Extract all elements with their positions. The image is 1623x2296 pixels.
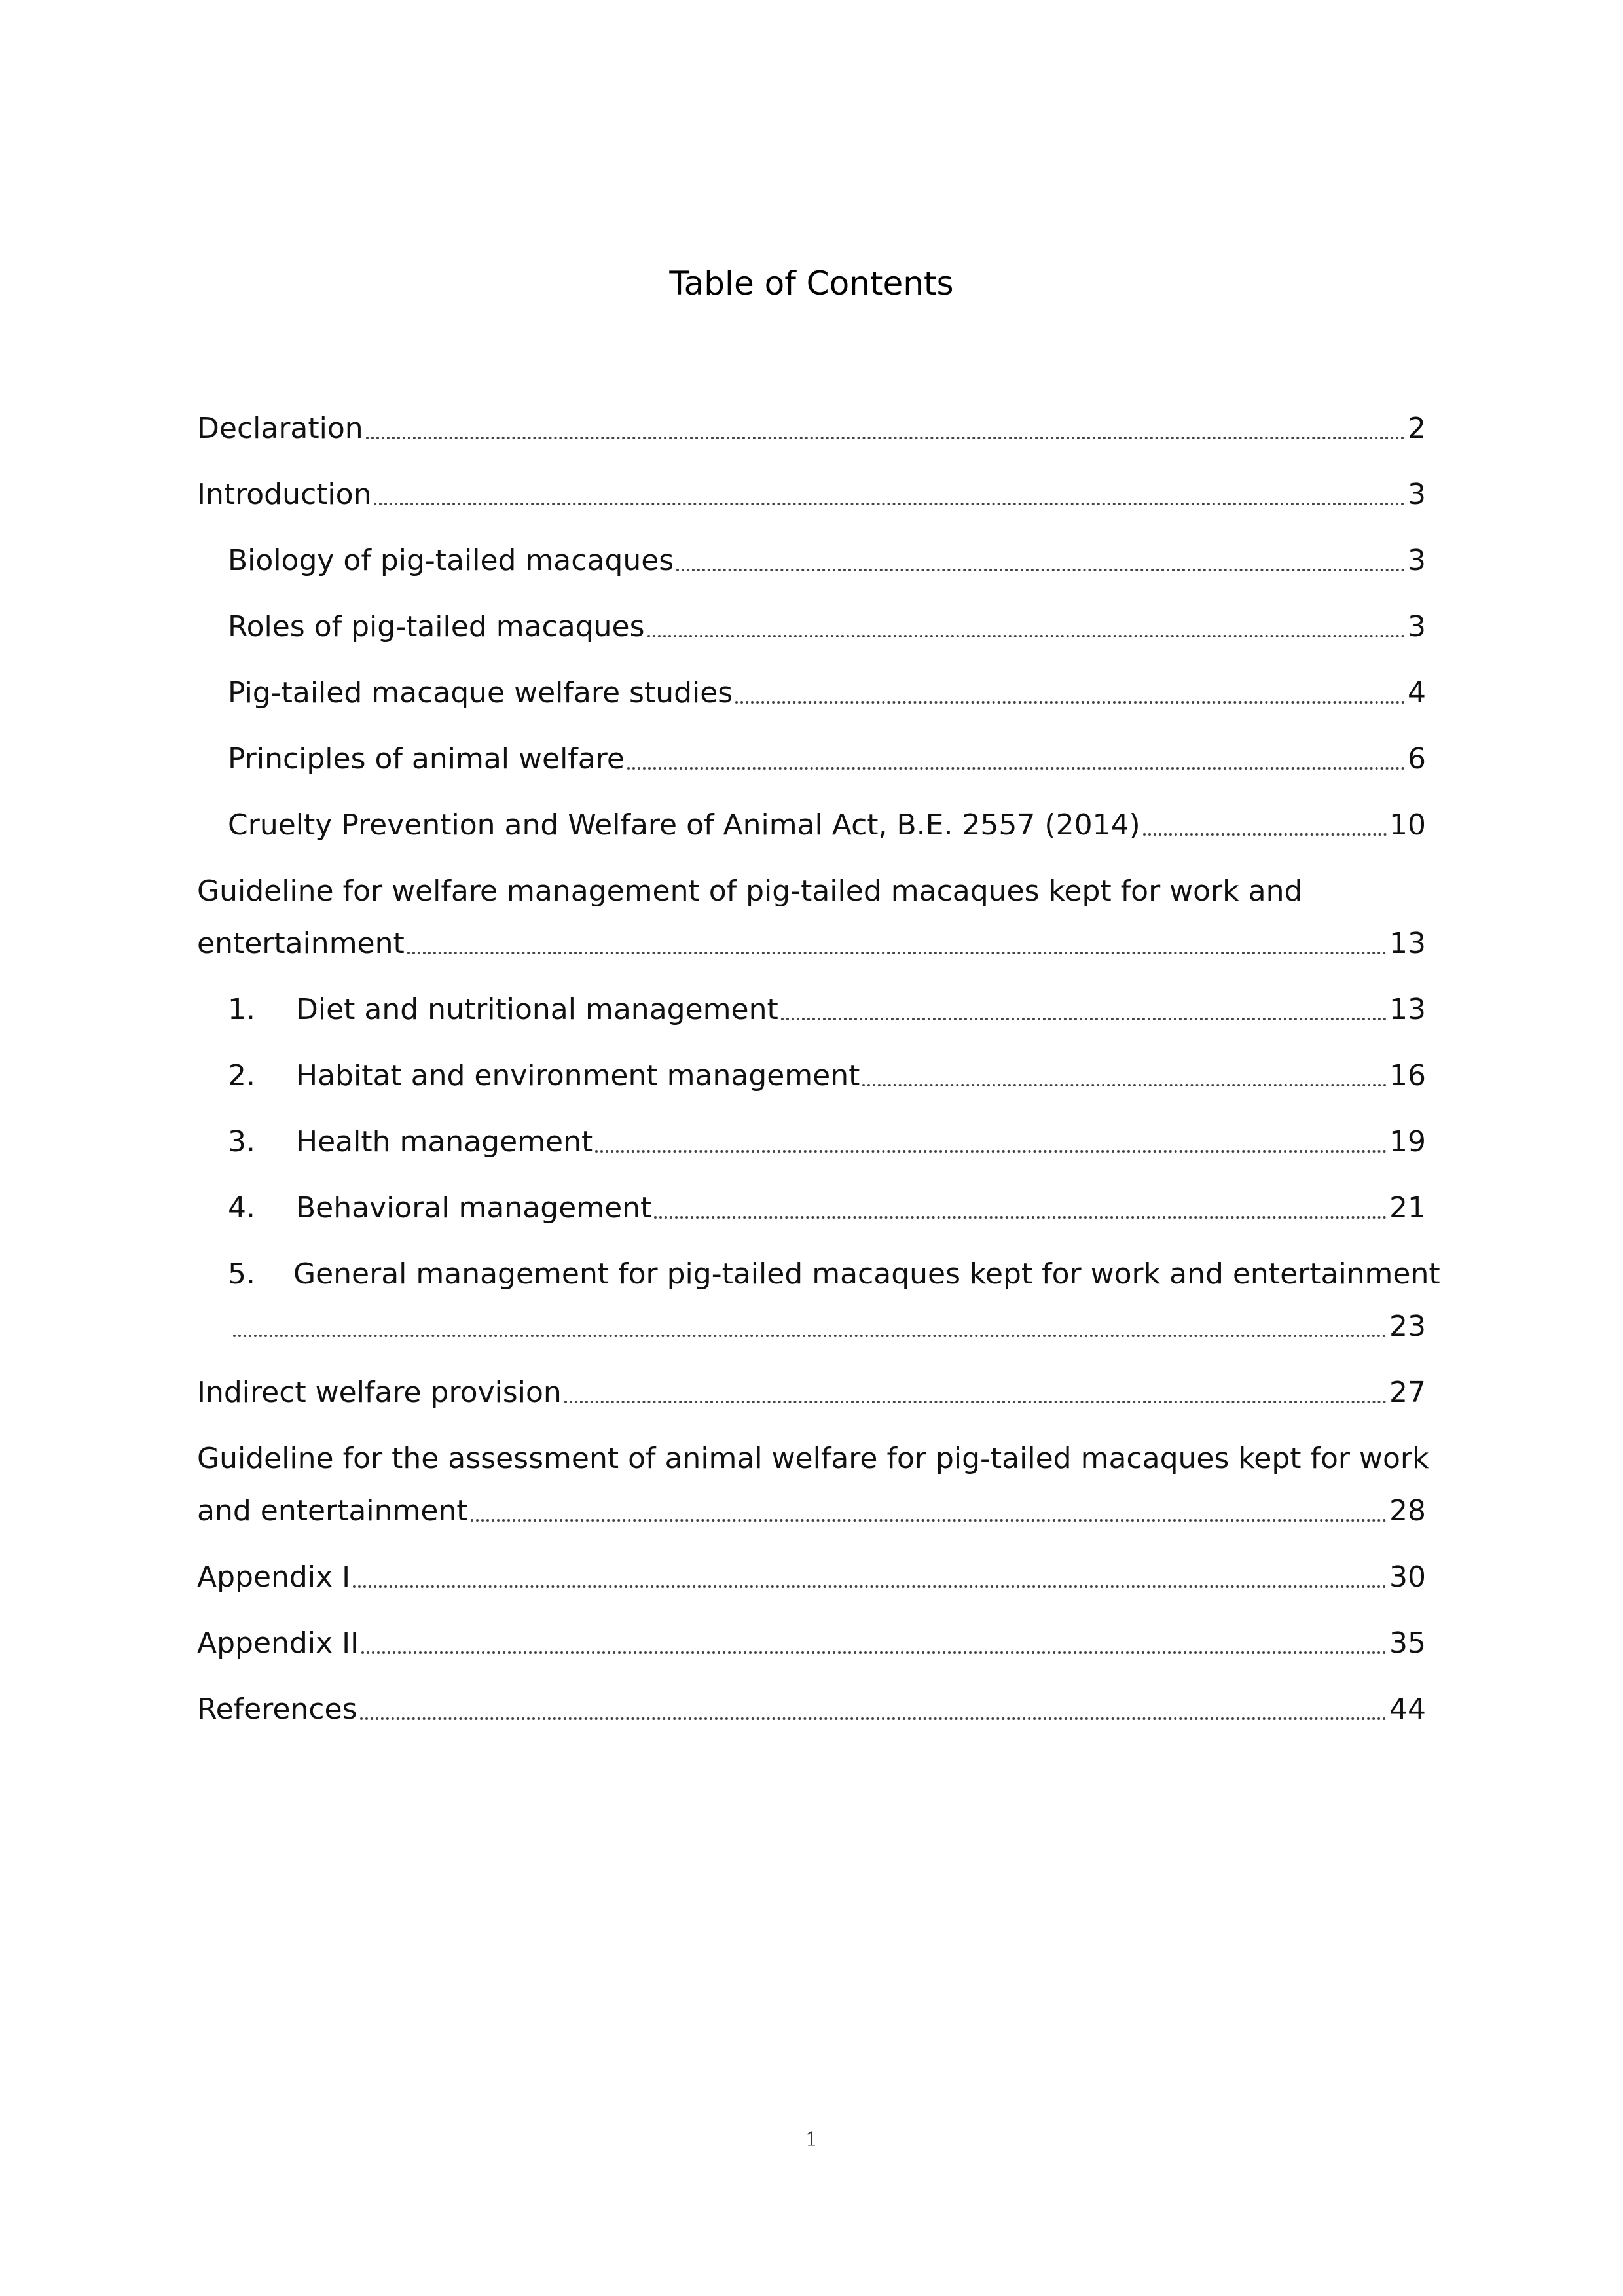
toc-entry-biology[interactable]	[228, 538, 1426, 584]
toc-entry-number: 4.	[228, 1191, 255, 1225]
toc-entry-welfare-studies[interactable]	[228, 670, 1426, 716]
toc-entry-introduction[interactable]	[197, 472, 1426, 518]
toc-page-number: 44	[1389, 1693, 1426, 1726]
toc-page-number: 30	[1389, 1560, 1426, 1594]
toc-page-number: 19	[1389, 1125, 1426, 1158]
toc-entry-label: General management for pig-tailed macaques kept for work and entertainment	[293, 1257, 1440, 1291]
toc-entry-label: Indirect welfare provision	[197, 1376, 562, 1409]
toc-page-number: 35	[1389, 1626, 1426, 1660]
dot-leader	[366, 430, 1405, 439]
toc-entry-label: References	[197, 1693, 357, 1726]
toc-entry-guideline-assessment[interactable]	[197, 1488, 1426, 1534]
toc-page-number: 2	[1408, 412, 1426, 445]
toc-entry-label: Principles of animal welfare	[228, 742, 625, 776]
toc-entry-general-management-line1[interactable]	[228, 1251, 1440, 1297]
toc-entry-health[interactable]	[228, 1119, 1426, 1165]
toc-entry-guideline-management[interactable]	[197, 921, 1426, 967]
toc-entry-label: Behavioral management	[296, 1191, 652, 1225]
toc-page-number: 4	[1408, 676, 1426, 709]
toc-entry-habitat[interactable]	[228, 1053, 1426, 1099]
toc-entry-guideline-assessment-line1[interactable]: Guideline for the assessment of animal welfare for pig-tailed macaques kept for work	[197, 1442, 1429, 1475]
toc-entry-number: 1.	[228, 993, 255, 1026]
toc-page-number: 16	[1389, 1059, 1426, 1092]
dot-leader	[781, 1011, 1387, 1020]
toc-entry-label: Introduction	[197, 478, 372, 511]
page-number-footer: 1	[805, 2128, 818, 2151]
dot-leader	[407, 945, 1387, 954]
toc-page-number: 3	[1408, 610, 1426, 643]
toc-entry-guideline-management-line1[interactable]: Guideline for welfare management of pig-tailed macaques kept for work and	[197, 874, 1303, 908]
toc-entry-label: Appendix I	[197, 1560, 351, 1594]
toc-page-number: 3	[1408, 478, 1426, 511]
toc-entry-number: 3.	[228, 1125, 255, 1158]
toc-entry-label: Pig-tailed macaque welfare studies	[228, 676, 733, 709]
toc-entry-indirect-welfare[interactable]	[197, 1370, 1426, 1416]
toc-entry-label: and entertainment	[197, 1494, 468, 1528]
toc-entry-label: Cruelty Prevention and Welfare of Animal Act, B.E. 2557 (2014)	[228, 808, 1140, 842]
dot-leader	[361, 1645, 1387, 1654]
toc-entry-label: Declaration	[197, 412, 363, 445]
dot-leader	[862, 1077, 1387, 1086]
toc-page-number: 6	[1408, 742, 1426, 776]
toc-page-number: 13	[1389, 927, 1426, 960]
dot-leader	[647, 628, 1405, 637]
toc-entry-roles[interactable]	[228, 604, 1426, 650]
toc-page-number: 28	[1389, 1494, 1426, 1528]
dot-leader	[1143, 827, 1387, 836]
toc-page-number: 13	[1389, 993, 1426, 1026]
toc-entry-behavioral[interactable]	[228, 1185, 1426, 1231]
toc-entry-appendix-1[interactable]	[197, 1554, 1426, 1600]
toc-entry-label: Health management	[296, 1125, 593, 1158]
toc-entry-principles[interactable]	[228, 736, 1426, 782]
toc-entry-appendix-2[interactable]	[197, 1621, 1426, 1666]
toc-entry-cruelty-act[interactable]	[228, 802, 1426, 848]
dot-leader	[595, 1143, 1387, 1153]
dot-leader	[360, 1711, 1387, 1720]
dot-leader	[735, 694, 1405, 704]
page-title: Table of Contents	[669, 264, 954, 302]
dot-leader	[627, 761, 1405, 770]
toc-page-number: 23	[1389, 1310, 1426, 1343]
toc-entry-number: 5.	[228, 1257, 255, 1291]
toc-entry-label: Roles of pig-tailed macaques	[228, 610, 645, 643]
toc-entry-number: 2.	[228, 1059, 255, 1092]
toc-entry-label: entertainment	[197, 927, 405, 960]
toc-entry-label: Appendix II	[197, 1626, 359, 1660]
dot-leader	[676, 562, 1405, 571]
dot-leader	[654, 1210, 1387, 1219]
toc-page-number: 3	[1408, 544, 1426, 577]
toc-entry-label: Habitat and environment management	[296, 1059, 860, 1092]
dot-leader	[471, 1513, 1387, 1522]
toc-page-number: 21	[1389, 1191, 1426, 1225]
toc-entry-references[interactable]	[197, 1687, 1426, 1732]
dot-leader	[374, 496, 1405, 505]
toc-entry-declaration[interactable]	[197, 406, 1426, 452]
dot-leader	[564, 1394, 1387, 1403]
dot-leader	[353, 1579, 1387, 1588]
toc-entry-label: Diet and nutritional management	[296, 993, 778, 1026]
toc-entry-general-management[interactable]	[233, 1304, 1426, 1350]
toc-page-number: 10	[1389, 808, 1426, 842]
toc-entry-label: Biology of pig-tailed macaques	[228, 544, 674, 577]
toc-page-number: 27	[1389, 1376, 1426, 1409]
dot-leader	[233, 1328, 1387, 1337]
toc-entry-diet[interactable]	[228, 987, 1426, 1033]
